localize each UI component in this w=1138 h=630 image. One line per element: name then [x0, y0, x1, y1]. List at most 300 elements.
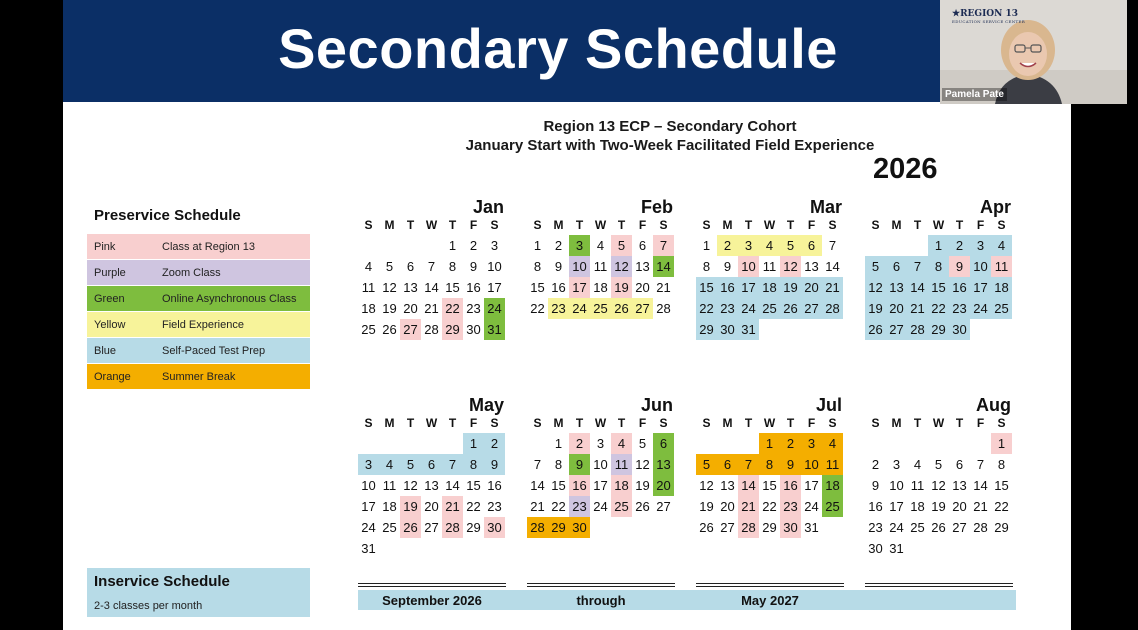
participant-name: Pamela Pate	[942, 88, 1007, 101]
legend	[87, 234, 310, 390]
weekday-header: S	[364, 416, 373, 430]
calendar-day: 25	[910, 520, 925, 535]
calendar-day: 30	[484, 517, 505, 538]
weekday-header: W	[763, 416, 776, 430]
calendar-day: 30	[780, 517, 801, 538]
calendar-day: 31	[484, 319, 505, 340]
weekday-header: F	[469, 218, 478, 232]
calendar-day: 24	[970, 298, 991, 319]
weekday-header: T	[744, 218, 753, 232]
calendar-day: 18	[910, 499, 925, 514]
calendar-day: 7	[907, 256, 928, 277]
calendar-day: 5	[400, 454, 421, 475]
calendar-day: 13	[886, 277, 907, 298]
calendar-day: 12	[382, 280, 397, 295]
calendar-day: 9	[949, 256, 970, 277]
calendar-day: 12	[635, 457, 650, 472]
calendar-day: 5	[638, 436, 647, 451]
footer-rule	[696, 583, 844, 584]
calendar-day: 6	[653, 433, 674, 454]
calendar-day: 21	[424, 301, 439, 316]
footer-rule	[527, 586, 675, 587]
calendar-day: 18	[822, 475, 843, 496]
calendar-day: 10	[801, 454, 822, 475]
calendar-day: 17	[970, 277, 991, 298]
calendar-day: 2	[871, 457, 880, 472]
calendar-day: 25	[382, 520, 397, 535]
calendar-day: 21	[530, 499, 545, 514]
calendar-day: 24	[804, 499, 819, 514]
weekday-header: T	[575, 416, 584, 430]
weekday-header: S	[871, 218, 880, 232]
calendar-day: 1	[554, 436, 563, 451]
calendar-day: 21	[822, 277, 843, 298]
calendar-day: 11	[991, 256, 1012, 277]
calendar-day: 25	[590, 298, 611, 319]
legend-description: Field Experience	[162, 319, 244, 331]
calendar-day: 11	[910, 478, 925, 493]
weekday-header: F	[807, 218, 816, 232]
calendar-day: 6	[421, 454, 442, 475]
calendar-day: 30	[466, 322, 481, 337]
calendar-day: 28	[822, 298, 843, 319]
calendar-day: 15	[928, 277, 949, 298]
calendar-day: 10	[738, 256, 759, 277]
calendar-day: 20	[952, 499, 967, 514]
calendar-day: 6	[638, 238, 647, 253]
participant-video-tile[interactable]	[940, 0, 1127, 104]
calendar-day: 7	[828, 238, 837, 253]
weekday-header: T	[448, 218, 457, 232]
calendar-day: 15	[530, 280, 545, 295]
calendar-day: 9	[871, 478, 880, 493]
calendar-day: 13	[403, 280, 418, 295]
calendar-day: 27	[656, 499, 671, 514]
weekday-header: T	[786, 218, 795, 232]
calendar-day: 10	[970, 256, 991, 277]
calendar-day: 7	[442, 454, 463, 475]
calendar-day: 11	[611, 454, 632, 475]
calendar-day: 17	[738, 277, 759, 298]
calendar-day: 1	[463, 433, 484, 454]
calendar-day: 2	[949, 235, 970, 256]
calendar-day: 23	[717, 298, 738, 319]
calendar-day: 28	[973, 520, 988, 535]
calendar-day: 21	[907, 298, 928, 319]
weekday-header: W	[594, 218, 607, 232]
calendar-day: 3	[801, 433, 822, 454]
calendar-day: 29	[548, 517, 569, 538]
footer-start-label: September 2026	[382, 593, 482, 608]
calendar-day: 29	[696, 319, 717, 340]
weekday-header: T	[786, 416, 795, 430]
calendar-day: 20	[653, 475, 674, 496]
calendar-day: 3	[970, 235, 991, 256]
calendar-day: 24	[484, 298, 505, 319]
calendar-day: 3	[596, 436, 605, 451]
calendar-day: 20	[424, 499, 439, 514]
weekday-header: F	[807, 416, 816, 430]
calendar-day: 12	[780, 256, 801, 277]
calendar-day: 5	[611, 235, 632, 256]
calendar-day: 24	[889, 520, 904, 535]
calendar-day: 18	[361, 301, 376, 316]
calendar-day: 29	[762, 520, 777, 535]
calendar-header-line1: Region 13 ECP – Secondary Cohort	[543, 118, 797, 135]
weekday-header: S	[828, 416, 837, 430]
calendar-day: 2	[717, 235, 738, 256]
calendar-day: 3	[490, 238, 499, 253]
calendar-day: 2	[469, 238, 478, 253]
calendar-day: 14	[973, 478, 988, 493]
calendar-day: 16	[466, 280, 481, 295]
calendar-day: 20	[635, 280, 650, 295]
legend-description: Zoom Class	[162, 267, 221, 279]
calendar-day: 9	[554, 259, 563, 274]
calendar-day: 19	[611, 277, 632, 298]
calendar-day: 1	[533, 238, 542, 253]
calendar-day: 15	[994, 478, 1009, 493]
weekday-header: M	[722, 416, 733, 430]
calendar-day: 20	[720, 499, 735, 514]
calendar-day: 12	[403, 478, 418, 493]
calendar-day: 3	[569, 235, 590, 256]
calendar-day: 7	[427, 259, 436, 274]
calendar-day: 13	[804, 259, 819, 274]
weekday-header: S	[997, 218, 1006, 232]
calendar-day: 19	[780, 277, 801, 298]
calendar-day: 20	[886, 298, 907, 319]
weekday-header: F	[469, 416, 478, 430]
calendar-day: 8	[533, 259, 542, 274]
calendar-day: 26	[699, 520, 714, 535]
weekday-header: W	[763, 218, 776, 232]
calendar-day: 8	[463, 454, 484, 475]
calendar-day: 2	[484, 433, 505, 454]
weekday-header: T	[744, 416, 753, 430]
calendar-day: 9	[469, 259, 478, 274]
calendar-day: 30	[868, 541, 883, 556]
calendar-day: 26	[865, 319, 886, 340]
calendar-day: 17	[804, 478, 819, 493]
calendar-day: 26	[611, 298, 632, 319]
calendar-day: 4	[611, 433, 632, 454]
calendar-day: 19	[931, 499, 946, 514]
calendar-day: 16	[780, 475, 801, 496]
weekday-header: F	[976, 416, 985, 430]
calendar-day: 28	[527, 517, 548, 538]
calendar-day: 22	[530, 301, 545, 316]
calendar-day: 15	[696, 277, 717, 298]
calendar-day: 22	[551, 499, 566, 514]
calendar-day: 28	[424, 322, 439, 337]
weekday-header: M	[384, 218, 395, 232]
legend-description: Class at Region 13	[162, 241, 255, 253]
calendar-day: 17	[361, 499, 376, 514]
calendar-day: 17	[487, 280, 502, 295]
footer-end-label: May 2027	[741, 593, 799, 608]
calendar-day: 19	[635, 478, 650, 493]
weekday-header: F	[976, 218, 985, 232]
calendar-day: 3	[738, 235, 759, 256]
footer-rule	[527, 583, 675, 584]
calendar-day: 23	[949, 298, 970, 319]
calendar-day: 24	[361, 520, 376, 535]
calendar-day: 11	[762, 259, 777, 274]
legend-color-name: Green	[94, 293, 125, 305]
legend-description: Summer Break	[162, 371, 236, 383]
legend-item-purple	[87, 260, 310, 286]
inservice-title: Inservice Schedule	[94, 573, 230, 590]
calendar-day: 5	[934, 457, 943, 472]
month-name: Aug	[976, 395, 1011, 415]
calendar-day: 25	[361, 322, 376, 337]
calendar-day: 22	[994, 499, 1009, 514]
weekday-header: T	[913, 218, 922, 232]
weekday-header: S	[828, 218, 837, 232]
weekday-header: S	[533, 218, 542, 232]
calendar-day: 11	[593, 259, 608, 274]
calendar-day: 19	[865, 298, 886, 319]
calendar-day: 26	[635, 499, 650, 514]
footer-rule	[358, 586, 506, 587]
legend-color-name: Orange	[94, 371, 131, 383]
calendar-day: 21	[442, 496, 463, 517]
calendar-day: 24	[738, 298, 759, 319]
calendar-day: 8	[554, 457, 563, 472]
calendar-day: 23	[780, 496, 801, 517]
weekday-header: M	[553, 416, 564, 430]
calendar-day: 10	[361, 478, 376, 493]
weekday-header: T	[575, 218, 584, 232]
calendar-day: 3	[358, 454, 379, 475]
calendar-day: 30	[717, 319, 738, 340]
calendar-day: 25	[759, 298, 780, 319]
weekday-header: S	[659, 416, 668, 430]
calendar-day: 12	[931, 478, 946, 493]
weekday-header: T	[617, 218, 626, 232]
calendar-day: 7	[738, 454, 759, 475]
calendar-day: 5	[385, 259, 394, 274]
month-name: Jan	[472, 197, 504, 217]
calendar-day: 13	[952, 478, 967, 493]
weekday-header: T	[406, 416, 415, 430]
calendar-day: 17	[593, 478, 608, 493]
calendar-day: 11	[361, 280, 376, 295]
weekday-header: S	[659, 218, 668, 232]
weekday-header: F	[638, 416, 647, 430]
weekday-header: W	[425, 416, 438, 430]
calendar-day: 27	[400, 319, 421, 340]
weekday-header: T	[955, 416, 964, 430]
calendar-day: 18	[382, 499, 397, 514]
calendar-day: 20	[801, 277, 822, 298]
calendar-day: 2	[569, 433, 590, 454]
weekday-header: T	[406, 218, 415, 232]
calendar-day: 1	[448, 238, 457, 253]
calendar-day: 7	[653, 235, 674, 256]
calendar-day: 28	[442, 517, 463, 538]
calendar-day: 27	[801, 298, 822, 319]
calendar-day: 19	[400, 496, 421, 517]
calendar-day: 16	[717, 277, 738, 298]
calendar-day: 13	[720, 478, 735, 493]
calendar-day: 23	[569, 496, 590, 517]
calendar-day: 4	[913, 457, 922, 472]
calendar-day: 2	[554, 238, 563, 253]
legend-item-green	[87, 286, 310, 312]
footer-rule	[696, 586, 844, 587]
calendar-day: 25	[822, 496, 843, 517]
calendar-day: 7	[976, 457, 985, 472]
calendar-day: 26	[400, 517, 421, 538]
weekday-header: S	[533, 416, 542, 430]
calendar-day: 9	[780, 454, 801, 475]
weekday-header: S	[702, 416, 711, 430]
calendar-day: 29	[442, 319, 463, 340]
calendar-day: 9	[723, 259, 732, 274]
calendar-day: 14	[825, 259, 840, 274]
calendar-day: 19	[382, 301, 397, 316]
month-name: Jun	[640, 395, 673, 415]
footer-rule	[358, 583, 506, 584]
slide-title: Secondary Schedule	[278, 17, 838, 80]
legend-color-name: Yellow	[94, 319, 126, 331]
title-banner	[63, 0, 1071, 102]
calendar-day: 28	[738, 517, 759, 538]
weekday-header: M	[553, 218, 564, 232]
calendar-day: 26	[931, 520, 946, 535]
calendar-day: 10	[593, 457, 608, 472]
weekday-header: S	[490, 416, 499, 430]
calendar-day: 6	[406, 259, 415, 274]
calendar-day: 28	[656, 301, 671, 316]
calendar-day: 5	[780, 235, 801, 256]
logo-line2: EDUCATION SERVICE CENTER	[952, 19, 1026, 24]
calendar-day: 8	[928, 256, 949, 277]
calendar-day: 15	[762, 478, 777, 493]
weekday-header: W	[932, 218, 945, 232]
calendar-day: 25	[611, 496, 632, 517]
calendar-day: 9	[569, 454, 590, 475]
calendar-day: 15	[466, 478, 481, 493]
calendar-day: 26	[382, 322, 397, 337]
calendar-day: 29	[466, 520, 481, 535]
weekday-header: W	[594, 416, 607, 430]
legend-description: Self-Paced Test Prep	[162, 345, 266, 357]
calendar-day: 26	[780, 298, 801, 319]
weekday-header: M	[722, 218, 733, 232]
calendar-day: 18	[611, 475, 632, 496]
calendar-day: 15	[551, 478, 566, 493]
legend-color-name: Blue	[94, 345, 117, 357]
calendar-day: 14	[738, 475, 759, 496]
calendar-day: 5	[865, 256, 886, 277]
weekday-header: M	[891, 416, 902, 430]
calendar-day: 22	[466, 499, 481, 514]
calendar-header-line2: January Start with Two-Week Facilitated Field Experience	[465, 137, 875, 154]
calendar-day: 4	[364, 259, 373, 274]
calendar-day: 24	[593, 499, 608, 514]
calendar-day: 14	[907, 277, 928, 298]
calendar-day: 4	[822, 433, 843, 454]
weekday-header: M	[384, 416, 395, 430]
calendar-day: 27	[720, 520, 735, 535]
calendar-day: 6	[886, 256, 907, 277]
calendar-day: 11	[382, 478, 397, 493]
calendar-day: 16	[487, 478, 502, 493]
calendar-day: 15	[445, 280, 460, 295]
calendar-day: 6	[955, 457, 964, 472]
calendar-day: 25	[991, 298, 1012, 319]
calendar-day: 16	[949, 277, 970, 298]
calendar-day: 16	[569, 475, 590, 496]
calendar-day: 14	[653, 256, 674, 277]
weekday-header: S	[997, 416, 1006, 430]
calendar-day: 23	[868, 520, 883, 535]
calendar-day: 21	[656, 280, 671, 295]
legend-title: Preservice Schedule	[94, 207, 241, 224]
calendar-day: 4	[759, 235, 780, 256]
weekday-header: T	[955, 218, 964, 232]
calendar-day: 13	[635, 259, 650, 274]
calendar-day: 13	[653, 454, 674, 475]
calendar-day: 19	[699, 499, 714, 514]
calendar-day: 29	[928, 319, 949, 340]
calendar-day: 23	[548, 298, 569, 319]
legend-description: Online Asynchronous Class	[162, 293, 297, 305]
month-name: Apr	[980, 197, 1011, 217]
calendar-day: 2	[780, 433, 801, 454]
calendar-day: 9	[484, 454, 505, 475]
calendar-day: 21	[738, 496, 759, 517]
calendar-day: 14	[530, 478, 545, 493]
footer-through-label: through	[576, 593, 626, 608]
inservice-subtitle: 2-3 classes per month	[94, 600, 203, 612]
calendar-day: 29	[994, 520, 1009, 535]
weekday-header: M	[891, 218, 902, 232]
calendar-day: 31	[804, 520, 819, 535]
legend-color-name: Pink	[94, 241, 116, 253]
legend-item-yellow	[87, 312, 310, 338]
weekday-header: T	[913, 416, 922, 430]
calendar-day: 18	[991, 277, 1012, 298]
calendar-day: 22	[762, 499, 777, 514]
calendar-day: 1	[991, 433, 1012, 454]
calendar-day: 17	[569, 277, 590, 298]
weekday-header: F	[638, 218, 647, 232]
inservice-box	[87, 568, 310, 617]
weekday-header: S	[490, 218, 499, 232]
month-name: Mar	[809, 197, 842, 217]
calendar-day: 3	[892, 457, 901, 472]
calendar-day: 16	[551, 280, 566, 295]
footer-rule	[865, 583, 1013, 584]
calendar-day: 20	[403, 301, 418, 316]
calendar-day: 31	[889, 541, 904, 556]
calendar-day: 14	[424, 280, 439, 295]
calendar-day: 7	[533, 457, 542, 472]
calendar-day: 21	[973, 499, 988, 514]
weekday-header: W	[425, 218, 438, 232]
calendar-day: 27	[424, 520, 439, 535]
calendar-day: 12	[611, 256, 632, 277]
calendar-day: 18	[759, 277, 780, 298]
month-name: May	[468, 395, 504, 415]
calendar-day: 27	[886, 319, 907, 340]
calendar-day: 17	[889, 499, 904, 514]
logo-line1: ★REGION 13	[952, 9, 1019, 19]
